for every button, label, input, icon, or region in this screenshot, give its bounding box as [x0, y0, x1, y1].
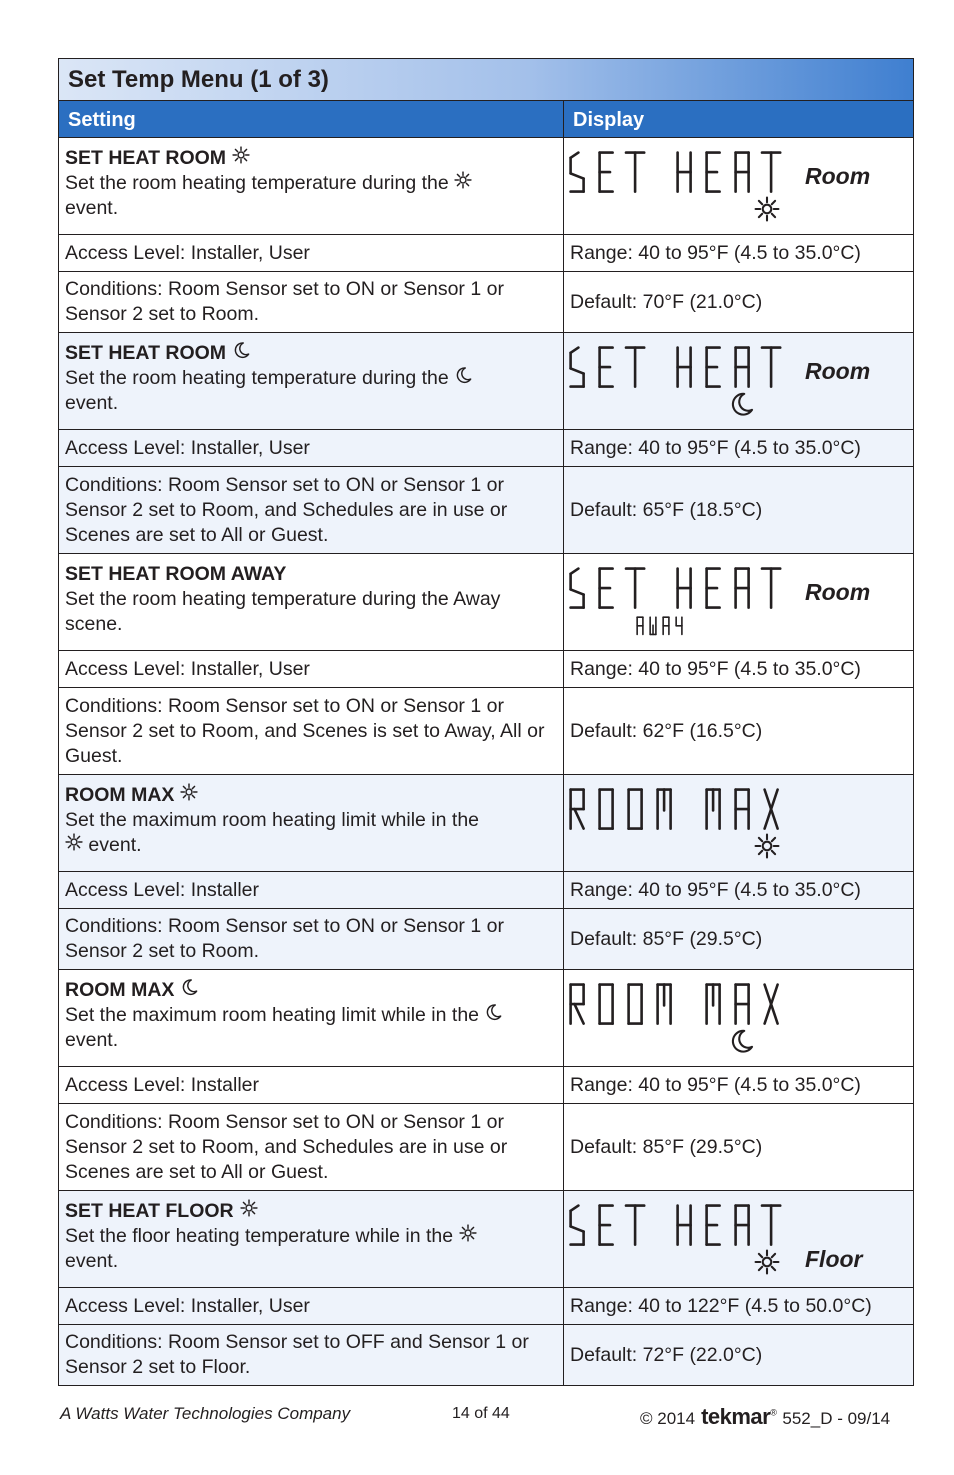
moon-icon: [484, 1003, 502, 1028]
conditions: Conditions: Room Sensor set to ON or Sensor 1 or Sensor 2 set to Room, and Scenes is set to Away, All or Guest.: [59, 688, 564, 774]
setting-description: Set the room heating temperature during the: [65, 172, 449, 194]
sun-icon: [240, 1199, 258, 1224]
sun-icon: [454, 171, 472, 196]
lcd-text: [568, 564, 795, 612]
setting-description-end: event.: [65, 1250, 119, 1273]
conditions: Conditions: Room Sensor set to ON or Sensor 1 or Sensor 2 set to Room.: [59, 909, 564, 969]
setting-group: [59, 553, 913, 774]
setting-description-end: event.: [65, 1029, 119, 1052]
display-label: Room: [805, 579, 871, 605]
lcd-display: [564, 1191, 913, 1287]
lcd-text: [568, 148, 795, 196]
access-level: Access Level: Installer, User: [59, 1288, 564, 1324]
sun-icon: [232, 146, 250, 171]
lcd-text: [568, 980, 795, 1028]
moon-icon: [728, 1028, 754, 1061]
document-id: 552_D - 09/14: [782, 1409, 891, 1428]
setting-description-end: event.: [88, 834, 142, 856]
access-level: Access Level: Installer: [59, 872, 564, 908]
range: Range: 40 to 95°F (4.5 to 35.0°C): [570, 1073, 861, 1096]
display-label: Room: [805, 358, 871, 384]
range: Range: 40 to 95°F (4.5 to 35.0°C): [570, 878, 861, 901]
default-value: Default: 70°F (21.0°C): [570, 290, 763, 313]
setting-name: SET HEAT FLOOR: [65, 1200, 234, 1222]
setting-group: [59, 332, 913, 553]
setting-description: Set the maximum room heating limit while in the: [65, 809, 480, 831]
access-level: Access Level: Installer: [59, 1067, 564, 1103]
footer-company: A Watts Water Technologies Company: [60, 1404, 351, 1423]
moon-icon: [728, 391, 754, 424]
setting-name: SET HEAT ROOM AWAY: [65, 563, 287, 585]
setting-description-end: event.: [65, 392, 119, 415]
default-value: Default: 85°F (29.5°C): [570, 927, 763, 950]
page-number: 14 of 44: [452, 1405, 510, 1422]
setting-description: Set the room heating temperature during the: [65, 367, 449, 389]
setting-description-end: event.: [65, 197, 119, 220]
set-temp-menu-table: [58, 58, 914, 1386]
lcd-display: [564, 138, 913, 234]
default-value: Default: 72°F (22.0°C): [570, 1343, 763, 1366]
moon-icon: [232, 341, 250, 366]
lcd-text: [568, 343, 795, 391]
access-level: Access Level: Installer, User: [59, 651, 564, 687]
sun-icon: [754, 1249, 780, 1282]
lcd-subtext: [636, 614, 692, 638]
lcd-display: [564, 775, 913, 871]
setting-description: Set the maximum room heating limit while in the: [65, 1004, 480, 1026]
setting-description: Set the floor heating temperature while in the: [65, 1225, 454, 1247]
setting-name: SET HEAT ROOM: [65, 147, 227, 169]
display-label: Floor: [805, 1246, 863, 1272]
brand-mark: ®: [770, 1407, 777, 1418]
range: Range: 40 to 95°F (4.5 to 35.0°C): [570, 436, 861, 459]
column-headers: [59, 101, 913, 137]
lcd-display: [564, 970, 913, 1066]
sun-icon: [65, 833, 83, 858]
range: Range: 40 to 95°F (4.5 to 35.0°C): [570, 241, 861, 264]
access-level: Access Level: Installer, User: [59, 235, 564, 271]
setting-group: [59, 969, 913, 1190]
setting-group: [59, 1190, 913, 1385]
setting-name: ROOM MAX: [65, 979, 175, 1001]
sun-icon: [754, 833, 780, 866]
menu-title: Set Temp Menu (1 of 3): [59, 59, 913, 101]
sun-icon: [754, 196, 780, 229]
moon-icon: [454, 366, 472, 391]
setting-group: [59, 774, 913, 969]
setting-description: Set the room heating temperature during the Away scene.: [65, 588, 501, 635]
conditions: Conditions: Room Sensor set to ON or Sensor 1 or Sensor 2 set to Room.: [59, 272, 564, 332]
lcd-display: [564, 554, 913, 650]
default-value: Default: 65°F (18.5°C): [570, 498, 763, 521]
range: Range: 40 to 95°F (4.5 to 35.0°C): [570, 657, 861, 680]
default-value: Default: 85°F (29.5°C): [570, 1135, 763, 1158]
setting-name: SET HEAT ROOM: [65, 342, 227, 364]
brand-name: tekmar: [701, 1404, 771, 1429]
lcd-text: [568, 1201, 795, 1249]
setting-name: ROOM MAX: [65, 784, 175, 806]
display-label: Room: [805, 163, 871, 189]
lcd-text: [568, 785, 795, 833]
conditions: Conditions: Room Sensor set to ON or Sensor 1 or Sensor 2 set to Room, and Schedules are in use or Scenes are set to All or Guest.: [59, 467, 564, 553]
default-value: Default: 62°F (16.5°C): [570, 719, 763, 742]
lcd-display: [564, 333, 913, 429]
conditions: Conditions: Room Sensor set to OFF and Sensor 1 or Sensor 2 set to Floor.: [59, 1325, 564, 1385]
conditions: Conditions: Room Sensor set to ON or Sensor 1 or Sensor 2 set to Room, and Schedules are in use or Scenes are set to All or Guest.: [59, 1104, 564, 1190]
copyright: © 2014: [640, 1409, 696, 1428]
range: Range: 40 to 122°F (4.5 to 50.0°C): [570, 1294, 872, 1317]
column-header-display: Display: [573, 109, 645, 131]
brand-logo: [701, 1404, 776, 1430]
sun-icon: [459, 1224, 477, 1249]
sun-icon: [180, 783, 198, 808]
setting-group: [59, 137, 913, 332]
column-header-setting: Setting: [59, 101, 564, 137]
access-level: Access Level: Installer, User: [59, 430, 564, 466]
moon-icon: [180, 978, 198, 1003]
footer-right: [640, 1404, 890, 1430]
